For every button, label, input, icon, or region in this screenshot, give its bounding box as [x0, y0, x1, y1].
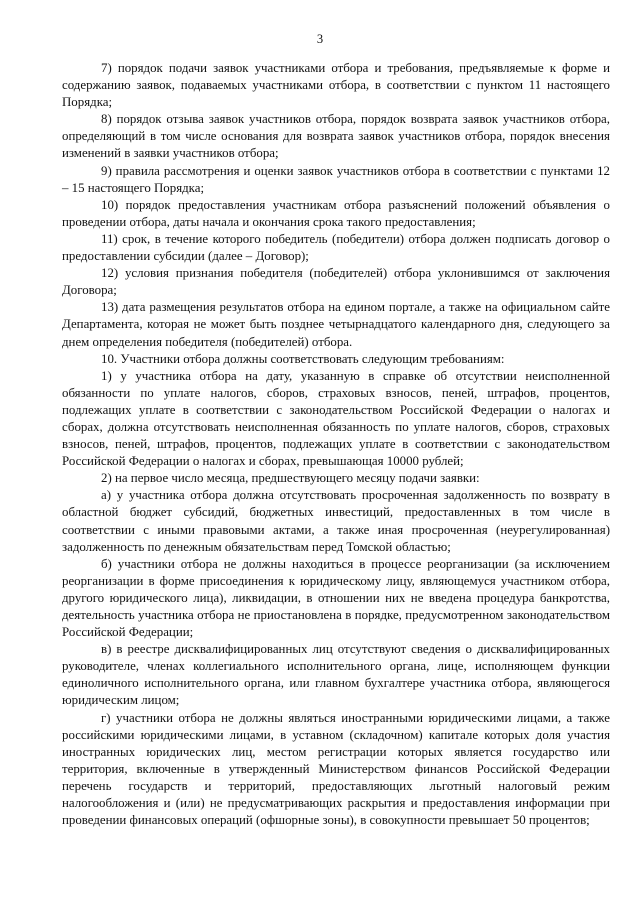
paragraph-item-12: 12) условия признания победителя (победителей) отбора уклонившимся от заключения Договора;	[62, 266, 610, 298]
paragraph-item-8: 8) порядок отзыва заявок участников отбора, порядок возврата заявок участников отбора, определяющий в том числе основания для возврата заявок участников отбора, порядок внесения изменений в заявки участников отбора;	[62, 112, 610, 161]
paragraph-subitem-b: б) участники отбора не должны находиться в процессе реорганизации (за исключением реорганизации в форме присоединения к юридическому лицу, являющемуся участником отбора, другого юридического лица), ликвидации, в отношении них не введена процедура банкротства, деятельность участника отбора не приостановлена в порядке, предусмотренном законодательством Российской Федерации;	[62, 556, 610, 640]
paragraph-item-7: 7) порядок подачи заявок участниками отбора и требования, предъявляемые к форме и содержанию заявок, подаваемых участниками отбора, в соответствии с пунктом 11 настоящего Порядка;	[62, 61, 610, 110]
paragraph-section-10: 10. Участники отбора должны соответствовать следующим требованиям:	[101, 351, 505, 366]
page-number: 3	[316, 32, 324, 46]
paragraph-requirement-2: 2) на первое число месяца, предшествующего месяцу подачи заявки:	[101, 471, 480, 486]
paragraph-item-10: 10) порядок предоставления участникам отбора разъяснений положений объявления о проведении отбора, даты начала и окончания срока такого предоставления;	[62, 197, 610, 229]
paragraph-item-13: 13) дата размещения результатов отбора на едином портале, а также на официальном сайте Департамента, которая не может быть позднее четырнадцатого календарного дня, следующего за днем определения победителя (победителей) отбора.	[62, 300, 610, 349]
paragraph-requirement-1: 1) у участника отбора на дату, указанную в справке об отсутствии неисполненной обязанности по уплате налогов, сборов, страховых взносов, пеней, штрафов, процентов, подлежащих уплате в соответствии с законодательством Российской Федерации о налогах и сборах, должна отсутствовать неисполненная обязанность по уплате налогов, сборов, страховых взносов, пеней, штрафов, процентов, подлежащих уплате в соответствии с законодательством Российской Федерации о налогах и сборах, превышающая 10000 рублей;	[62, 368, 610, 469]
paragraph-subitem-a: а) у участника отбора должна отсутствовать просроченная задолженность по возврату в областной бюджет субсидий, бюджетных инвестиций, предоставленных в том числе в соответствии с иными правовыми актами, а также иная просроченная (неурегулированная) задолженность по денежным обязательствам перед Томской областью;	[62, 488, 610, 554]
paragraph-item-11: 11) срок, в течение которого победитель (победители) отбора должен подписать договор о предоставлении субсидии (далее – Договор);	[62, 231, 610, 264]
paragraph-item-9: 9) правила рассмотрения и оценки заявок участников отбора в соответствии с пунктами 12 – 15 настоящего Порядка;	[62, 163, 610, 195]
document-body	[62, 60, 610, 829]
paragraph-subitem-g: г) участники отбора не должны являться иностранными юридическими лицами, а также российскими юридическими лицами, в уставном (складочном) капитале которых доля участия иностранных юридических лиц, местом регистрации которых является государство или территория, включенные в утвержденный Министерством финансов Российской Федерации перечень государств и территорий, предоставляющих льготный налоговый режим налогообложения и (или) не предусматривающих раскрытия и предоставления информации при проведении финансовых операций (офшорные зоны), в совокупности превышает 50 процентов;	[62, 710, 610, 828]
paragraph-subitem-v: в) в реестре дисквалифицированных лиц отсутствуют сведения о дисквалифицированных руководителе, членах коллегиального исполнительного органа, лице, исполняющем функции единоличного исполнительного органа, или главном бухгалтере участника отбора, являющегося юридическим лицом;	[62, 642, 610, 708]
